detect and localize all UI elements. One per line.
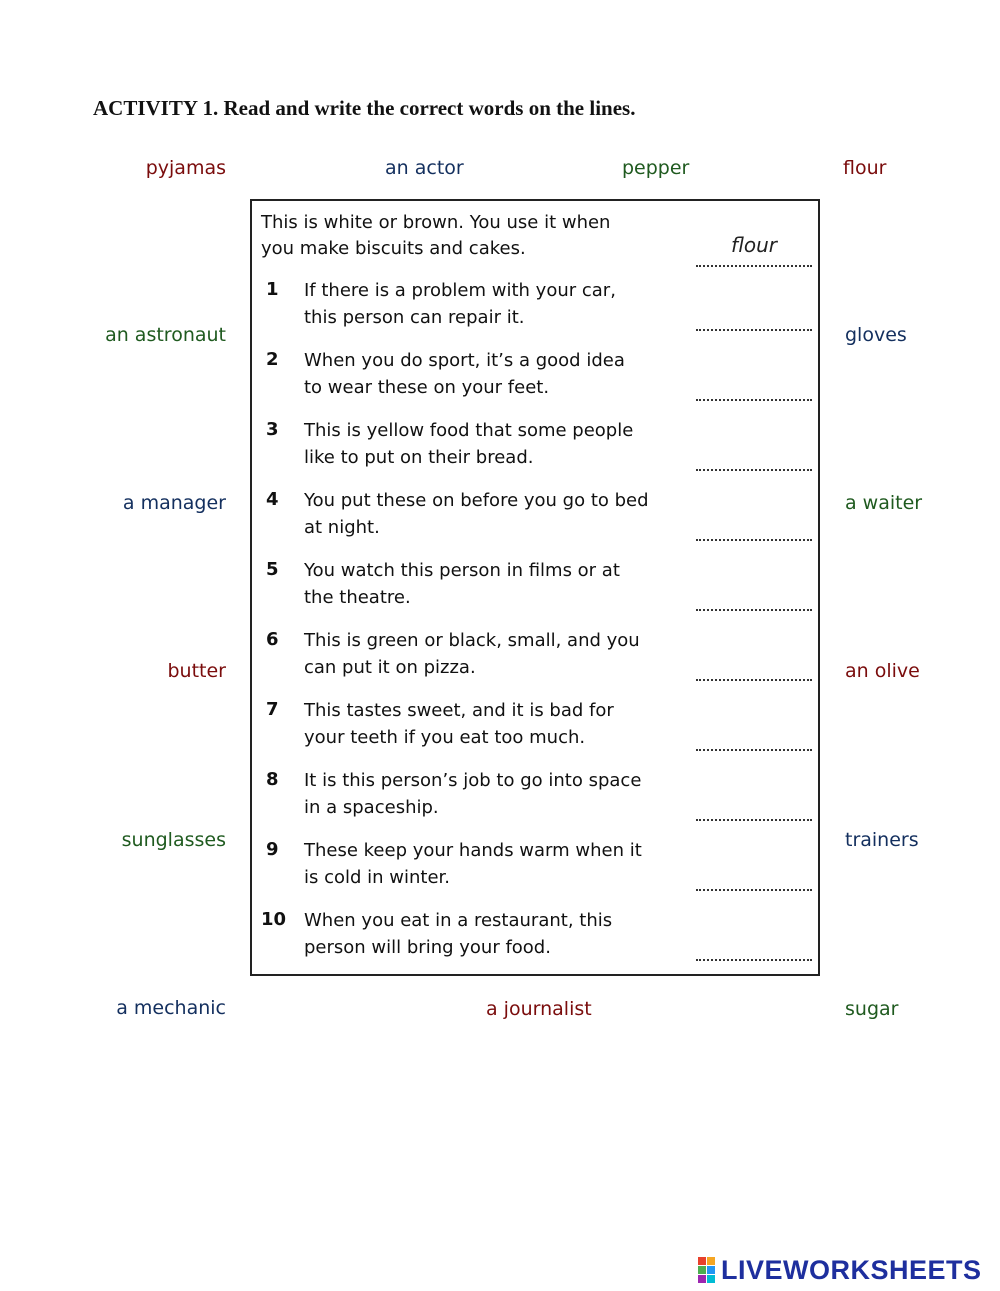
question-text-line-1: This is green or black, small, and you [304, 630, 640, 651]
answer-line [696, 749, 812, 751]
question-row [252, 769, 818, 835]
answer-line [696, 679, 812, 681]
logo-block [698, 1257, 706, 1265]
answer-line [696, 399, 812, 401]
example-line-1: This is white or brown. You use it when [261, 212, 611, 233]
question-row [252, 699, 818, 765]
question-text-line-2: at night. [304, 517, 380, 538]
logo-block [707, 1275, 715, 1283]
question-row [252, 909, 818, 975]
answer-field[interactable] [696, 791, 812, 817]
answer-line [696, 539, 812, 541]
answer-line [696, 469, 812, 471]
word-bank-item: gloves [845, 324, 907, 346]
word-bank-item: pyjamas [145, 157, 226, 179]
question-number: 8 [266, 769, 279, 790]
example-answer-line [696, 265, 812, 267]
answer-line [696, 329, 812, 331]
logo-block [698, 1275, 706, 1283]
question-text-line-2: like to put on their bread. [304, 447, 534, 468]
question-text-line-2: your teeth if you eat too much. [304, 727, 586, 748]
answer-field[interactable] [696, 441, 812, 467]
word-bank-item: pepper [622, 157, 690, 179]
question-text-line-1: These keep your hands warm when it [304, 840, 642, 861]
answer-field[interactable] [696, 511, 812, 537]
logo-block [707, 1257, 715, 1265]
word-bank-item: an olive [845, 660, 920, 682]
question-number: 9 [266, 839, 279, 860]
word-bank-item: sugar [845, 998, 899, 1020]
word-bank-item: butter [167, 660, 226, 682]
answer-line [696, 959, 812, 961]
answer-field[interactable] [696, 301, 812, 327]
word-bank-item: an astronaut [105, 324, 226, 346]
word-bank-item: trainers [845, 829, 919, 851]
word-bank-item: an actor [385, 157, 464, 179]
logo-mark-icon [698, 1257, 715, 1283]
answer-line [696, 819, 812, 821]
question-text-line-1: It is this person’s job to go into space [304, 770, 642, 791]
question-row [252, 839, 818, 905]
example-answer: flour [730, 233, 778, 257]
logo-block [698, 1266, 706, 1274]
question-text-line-1: This tastes sweet, and it is bad for [304, 700, 614, 721]
question-row [252, 419, 818, 485]
answer-field[interactable] [696, 861, 812, 887]
question-number: 1 [266, 279, 279, 300]
answer-field[interactable] [696, 581, 812, 607]
question-text-line-1: When you do sport, it’s a good idea [304, 350, 625, 371]
question-text-line-2: this person can repair it. [304, 307, 525, 328]
question-row [252, 559, 818, 625]
question-text-line-2: person will bring your food. [304, 937, 551, 958]
question-box [250, 199, 820, 976]
word-bank-item: a manager [122, 492, 226, 514]
word-bank-item: flour [843, 157, 887, 179]
question-row [252, 489, 818, 555]
liveworksheets-logo [698, 1255, 982, 1285]
question-number: 7 [266, 699, 279, 720]
question-text-line-2: can put it on pizza. [304, 657, 476, 678]
logo-text: LIVEWORKSHEETS [721, 1254, 982, 1285]
answer-line [696, 609, 812, 611]
question-text-line-1: If there is a problem with your car, [304, 280, 616, 301]
question-number: 3 [266, 419, 279, 440]
question-number: 5 [266, 559, 279, 580]
example-line-2: you make biscuits and cakes. [261, 238, 526, 259]
question-row [252, 349, 818, 415]
word-bank-item: a waiter [845, 492, 923, 514]
question-row [252, 279, 818, 345]
word-bank-item: a mechanic [116, 997, 226, 1019]
question-text-line-1: You watch this person in films or at [304, 560, 620, 581]
question-number: 4 [266, 489, 279, 510]
question-text-line-2: to wear these on your feet. [304, 377, 550, 398]
question-number: 10 [261, 909, 287, 930]
question-number: 2 [266, 349, 279, 370]
question-text-line-1: This is yellow food that some people [304, 420, 634, 441]
word-bank-item: sunglasses [121, 829, 226, 851]
answer-field[interactable] [696, 721, 812, 747]
answer-field[interactable] [696, 371, 812, 397]
question-text-line-1: You put these on before you go to bed [304, 490, 649, 511]
question-text-line-2: is cold in winter. [304, 867, 451, 888]
question-number: 6 [266, 629, 279, 650]
answer-field[interactable] [696, 651, 812, 677]
question-text-line-1: When you eat in a restaurant, this [304, 910, 613, 931]
logo-block [707, 1266, 715, 1274]
answer-line [696, 889, 812, 891]
question-text-line-2: in a spaceship. [304, 797, 439, 818]
activity-title: ACTIVITY 1. Read and write the correct words on the lines. [93, 96, 636, 120]
question-row [252, 629, 818, 695]
question-text-line-2: the theatre. [304, 587, 411, 608]
answer-field[interactable] [696, 931, 812, 957]
word-bank-item: a journalist [486, 998, 592, 1020]
example-row [252, 209, 818, 271]
